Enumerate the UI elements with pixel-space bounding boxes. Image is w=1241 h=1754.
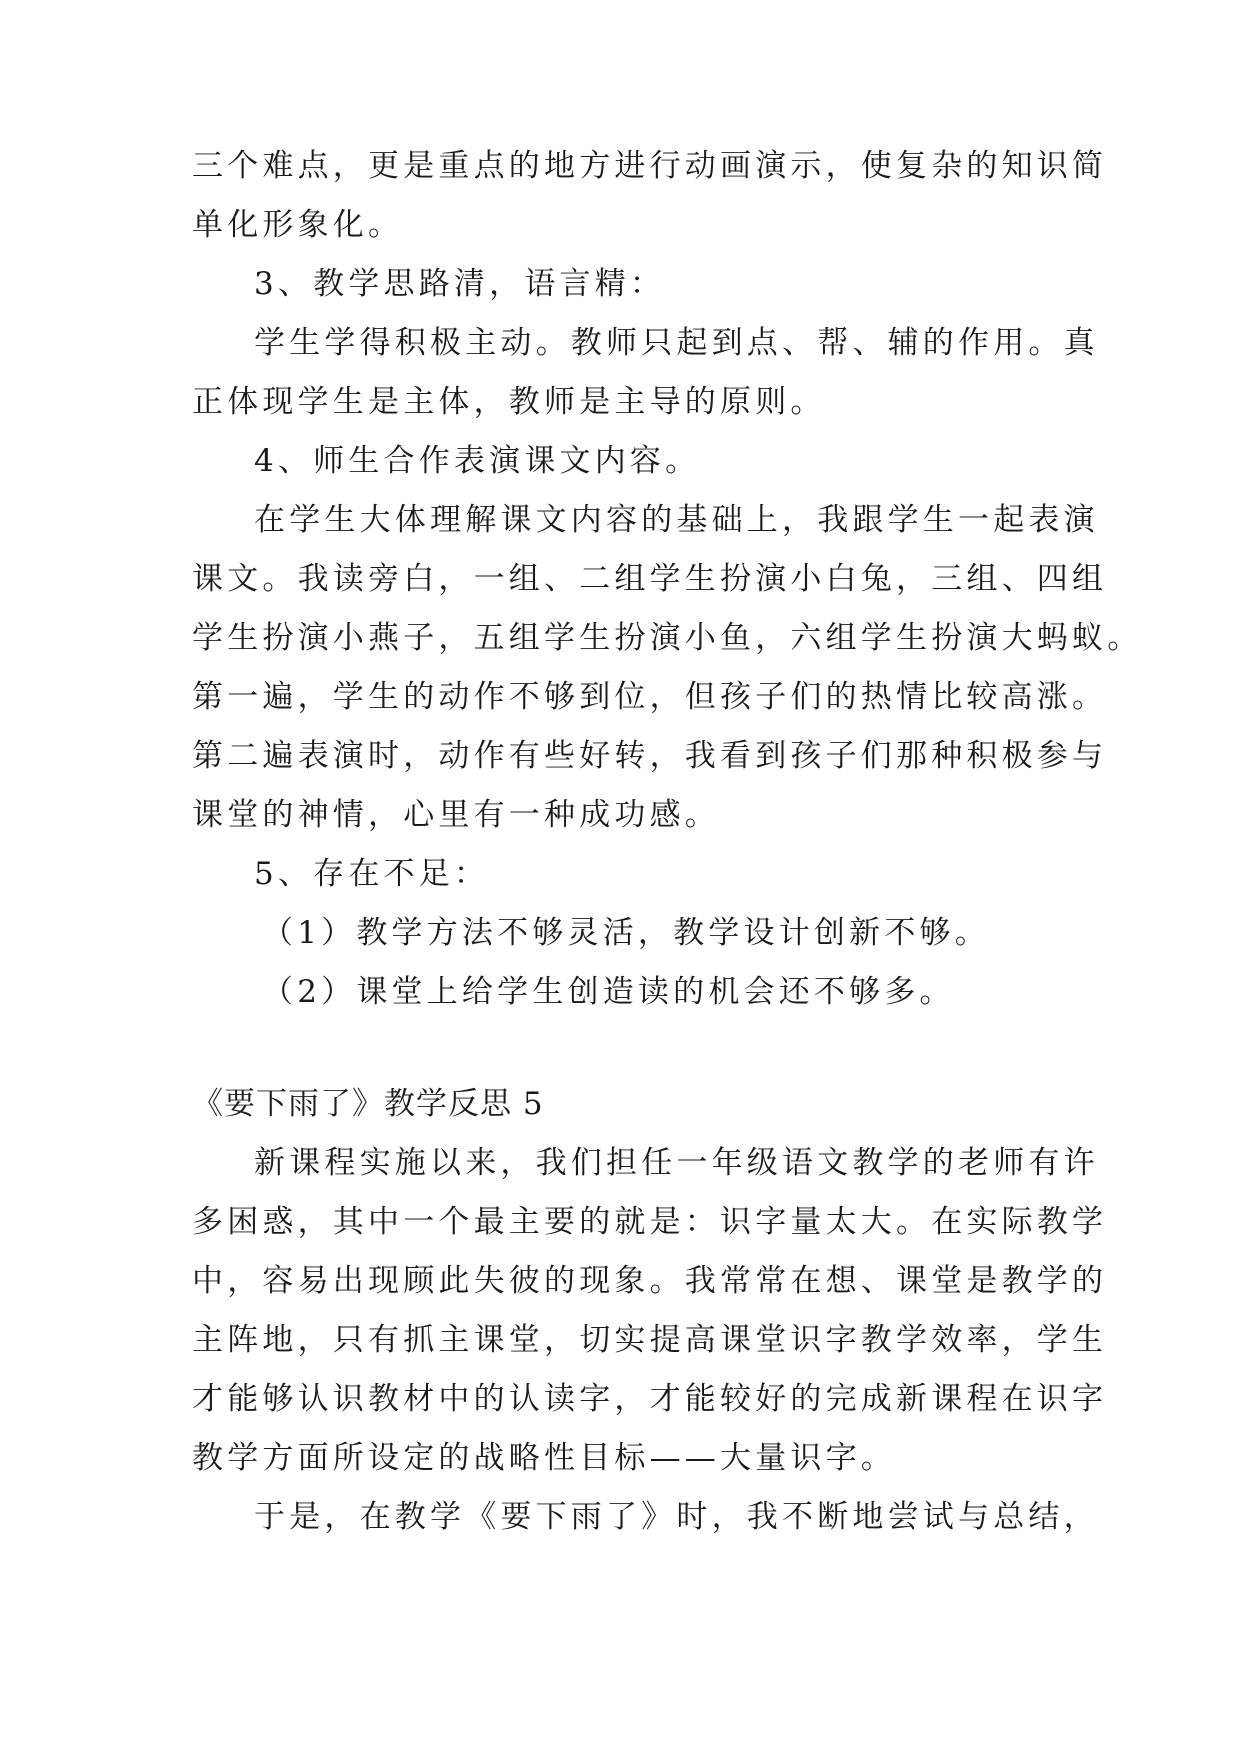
paragraph-line: 第一遍，学生的动作不够到位，但孩子们的热情比较高涨。 bbox=[192, 679, 1108, 715]
paragraph-line: 学生学得积极主动。教师只起到点、帮、辅的作用。真 bbox=[254, 325, 1099, 361]
paragraph-line: 中，容易出现顾此失彼的现象。我常常在想、课堂是教学的 bbox=[192, 1263, 1108, 1299]
paragraph-line: 才能够认识教材中的认读字，才能较好的完成新课程在识字 bbox=[192, 1381, 1108, 1417]
paragraph-line: 在学生大体理解课文内容的基础上，我跟学生一起表演 bbox=[254, 502, 1099, 538]
list-item: （2）课堂上给学生创造读的机会还不够多。 bbox=[262, 974, 955, 1010]
article-title: 《要下雨了》教学反思 5 bbox=[192, 1086, 544, 1122]
section-heading: 5、存在不足： bbox=[254, 856, 490, 892]
section-heading: 3、教学思路清，语言精： bbox=[254, 266, 666, 302]
list-item: （1）教学方法不够灵活，教学设计创新不够。 bbox=[262, 915, 990, 951]
paragraph-line: 于是，在教学《要下雨了》时，我不断地尝试与总结， bbox=[254, 1499, 1099, 1535]
paragraph-line: 主阵地，只有抓主课堂，切实提高课堂识字教学效率，学生 bbox=[192, 1322, 1108, 1358]
paragraph-line: 三个难点，更是重点的地方进行动画演示，使复杂的知识简 bbox=[192, 148, 1108, 184]
paragraph-line: 学生扮演小燕子，五组学生扮演小鱼，六组学生扮演大蚂蚁。 bbox=[192, 620, 1143, 656]
paragraph-line: 教学方面所设定的战略性目标——大量识字。 bbox=[192, 1440, 896, 1476]
paragraph-line: 单化形象化。 bbox=[192, 207, 404, 243]
paragraph-line: 课文。我读旁白，一组、二组学生扮演小白兔，三组、四组 bbox=[192, 561, 1108, 597]
paragraph-line: 课堂的神情，心里有一种成功感。 bbox=[192, 797, 720, 833]
paragraph-line: 正体现学生是主体，教师是主导的原则。 bbox=[192, 384, 826, 420]
section-heading: 4、师生合作表演课文内容。 bbox=[254, 443, 701, 479]
paragraph-line: 第二遍表演时，动作有些好转，我看到孩子们那种积极参与 bbox=[192, 738, 1108, 774]
paragraph-line: 新课程实施以来，我们担任一年级语文教学的老师有许 bbox=[254, 1145, 1099, 1181]
paragraph-line: 多困惑，其中一个最主要的就是：识字量太大。在实际教学 bbox=[192, 1204, 1108, 1240]
